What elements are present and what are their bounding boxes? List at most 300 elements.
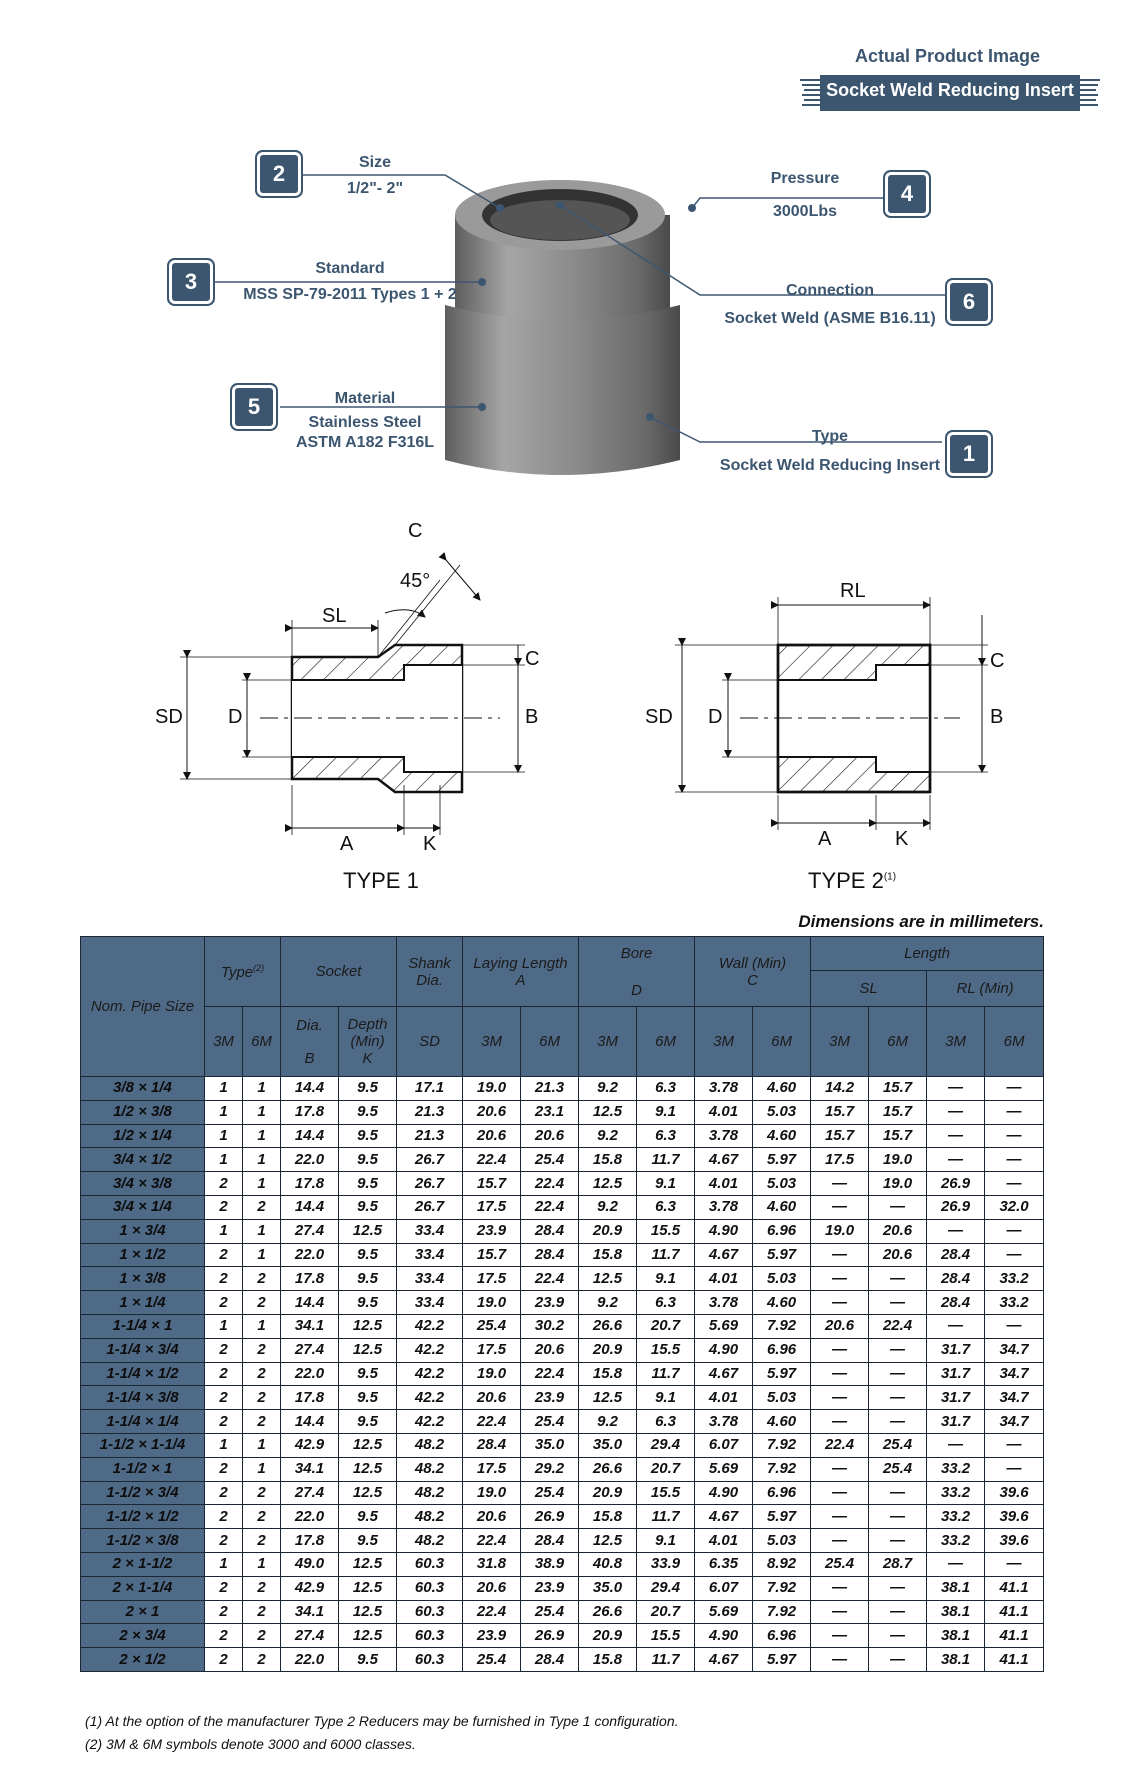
table-cell: 1	[205, 1100, 243, 1124]
table-cell: 6.96	[753, 1481, 811, 1505]
table-row	[81, 1267, 1044, 1291]
table-cell: 15.5	[637, 1624, 695, 1648]
table-cell: 31.7	[927, 1410, 985, 1434]
row-size-cell: 1 × 3/4	[81, 1219, 205, 1243]
table-cell: 14.2	[811, 1077, 869, 1101]
table-cell: —	[985, 1172, 1044, 1196]
table-cell: 28.4	[521, 1648, 579, 1672]
table-cell: 19.0	[463, 1481, 521, 1505]
table-row	[81, 1624, 1044, 1648]
table-cell: 22.4	[463, 1410, 521, 1434]
table-row	[81, 1243, 1044, 1267]
table-cell: —	[869, 1291, 927, 1315]
table-cell: —	[985, 1552, 1044, 1576]
table-cell: 26.9	[521, 1624, 579, 1648]
table-cell: 9.5	[339, 1243, 397, 1267]
table-cell: 34.7	[985, 1386, 1044, 1410]
table-cell: 20.6	[463, 1386, 521, 1410]
table-cell: 12.5	[579, 1386, 637, 1410]
label-a-t2: A	[818, 828, 832, 850]
table-cell: 22.4	[521, 1195, 579, 1219]
table-cell: 2	[243, 1624, 281, 1648]
footnote-1: (1) At the option of the manufacturer Type 2 Reducers may be furnished in Type 1 configuration.	[85, 1713, 679, 1729]
row-size-cell: 3/4 × 1/4	[81, 1195, 205, 1219]
table-cell: 23.9	[463, 1624, 521, 1648]
table-cell: 22.4	[521, 1267, 579, 1291]
footnote-2: (2) 3M & 6M symbols denote 3000 and 6000 classes.	[85, 1736, 416, 1752]
table-cell: 20.6	[463, 1124, 521, 1148]
table-cell: 31.8	[463, 1552, 521, 1576]
table-cell: 22.4	[869, 1314, 927, 1338]
label-sd-t2: SD	[645, 706, 673, 728]
table-cell: 20.6	[811, 1314, 869, 1338]
table-cell: 28.4	[927, 1243, 985, 1267]
label-a-t1: A	[340, 833, 354, 855]
technical-diagrams	[0, 505, 1139, 905]
table-cell: 14.4	[281, 1077, 339, 1101]
row-size-cell: 3/8 × 1/4	[81, 1077, 205, 1101]
table-cell: 9.5	[339, 1148, 397, 1172]
table-cell: 48.2	[397, 1433, 463, 1457]
table-cell: 2	[205, 1624, 243, 1648]
table-cell: 22.0	[281, 1243, 339, 1267]
table-cell: 15.7	[869, 1077, 927, 1101]
table-cell: 1	[243, 1219, 281, 1243]
th-laying: Laying Length A	[463, 937, 579, 1007]
table-cell: 20.9	[579, 1481, 637, 1505]
table-cell: 2	[243, 1267, 281, 1291]
table-cell: 4.01	[695, 1100, 753, 1124]
table-cell: 12.5	[339, 1314, 397, 1338]
table-cell: 1	[205, 1552, 243, 1576]
table-cell: 48.2	[397, 1505, 463, 1529]
table-cell: —	[985, 1457, 1044, 1481]
table-cell: 6.07	[695, 1433, 753, 1457]
row-size-cell: 3/4 × 3/8	[81, 1172, 205, 1196]
header-band-text: Socket Weld Reducing Insert	[826, 80, 1074, 100]
table-cell: 9.1	[637, 1100, 695, 1124]
label-45-deg: 45°	[400, 570, 431, 592]
table-cell: 2	[243, 1529, 281, 1553]
table-cell: 7.92	[753, 1576, 811, 1600]
table-cell: 28.4	[463, 1433, 521, 1457]
table-cell: 15.7	[463, 1172, 521, 1196]
table-cell: 12.5	[339, 1624, 397, 1648]
table-cell: 22.0	[281, 1648, 339, 1672]
table-cell: 31.7	[927, 1338, 985, 1362]
table-cell: —	[927, 1148, 985, 1172]
table-row	[81, 1291, 1044, 1315]
row-size-cell: 1/2 × 3/8	[81, 1100, 205, 1124]
table-cell: 27.4	[281, 1338, 339, 1362]
row-size-cell: 2 × 1-1/4	[81, 1576, 205, 1600]
table-cell: 38.9	[521, 1552, 579, 1576]
th-laying-3m: 3M	[463, 1007, 521, 1077]
table-cell: 41.1	[985, 1624, 1044, 1648]
th-bore-6m: 6M	[637, 1007, 695, 1077]
table-cell: 9.5	[339, 1100, 397, 1124]
label-b-t1: B	[525, 706, 539, 728]
th-socket: Socket	[281, 937, 397, 1007]
table-cell: 14.4	[281, 1124, 339, 1148]
table-cell: —	[927, 1124, 985, 1148]
table-cell: 2	[243, 1195, 281, 1219]
th-shank-sd: SD	[397, 1007, 463, 1077]
table-cell: 22.0	[281, 1362, 339, 1386]
label-d-t2: D	[708, 706, 723, 728]
table-cell: 9.5	[339, 1291, 397, 1315]
th-dia: Dia. B	[281, 1007, 339, 1077]
table-cell: 3.78	[695, 1291, 753, 1315]
table-cell: 2	[205, 1505, 243, 1529]
table-cell: 28.4	[521, 1243, 579, 1267]
callout-badge-4: 4	[888, 175, 926, 213]
callout-pressure-title: Pressure	[770, 170, 840, 187]
table-cell: 33.4	[397, 1219, 463, 1243]
table-cell: 17.5	[463, 1195, 521, 1219]
table-cell: 5.97	[753, 1148, 811, 1172]
callout-material-title: Material	[334, 390, 396, 407]
table-cell: 20.9	[579, 1219, 637, 1243]
table-cell: 42.9	[281, 1576, 339, 1600]
th-type: Type$^{(2)}$	[205, 937, 281, 1007]
table-cell: 17.8	[281, 1529, 339, 1553]
callout-material-value1: Stainless Steel	[308, 414, 422, 431]
table-cell: 9.5	[339, 1267, 397, 1291]
table-cell: 25.4	[811, 1552, 869, 1576]
table-cell: 12.5	[339, 1576, 397, 1600]
table-row	[81, 1314, 1044, 1338]
row-size-cell: 2 × 1/2	[81, 1648, 205, 1672]
row-size-cell: 1/2 × 1/4	[81, 1124, 205, 1148]
table-cell: —	[869, 1624, 927, 1648]
table-cell: 9.5	[339, 1172, 397, 1196]
table-cell: —	[869, 1505, 927, 1529]
table-row	[81, 1124, 1044, 1148]
table-cell: 20.7	[637, 1600, 695, 1624]
table-cell: 26.9	[927, 1195, 985, 1219]
table-cell: 1	[243, 1077, 281, 1101]
table-cell: 5.03	[753, 1100, 811, 1124]
table-cell: —	[927, 1077, 985, 1101]
table-cell: 15.5	[637, 1338, 695, 1362]
table-cell: 25.4	[521, 1148, 579, 1172]
table-cell: 38.1	[927, 1576, 985, 1600]
table-cell: 38.1	[927, 1648, 985, 1672]
table-cell: 26.7	[397, 1195, 463, 1219]
table-cell: 35.0	[521, 1433, 579, 1457]
table-cell: 4.01	[695, 1267, 753, 1291]
table-cell: 42.2	[397, 1410, 463, 1434]
table-cell: 42.2	[397, 1386, 463, 1410]
table-cell: —	[811, 1576, 869, 1600]
table-cell: 17.8	[281, 1386, 339, 1410]
table-cell: 4.67	[695, 1505, 753, 1529]
callout-type-title: Type	[811, 428, 849, 445]
table-cell: 2	[243, 1505, 281, 1529]
table-cell: 4.60	[753, 1077, 811, 1101]
type1-drawing	[180, 560, 525, 835]
table-cell: 9.5	[339, 1410, 397, 1434]
table-cell: 26.6	[579, 1457, 637, 1481]
table-cell: 31.7	[927, 1362, 985, 1386]
table-cell: 17.1	[397, 1077, 463, 1101]
callout-badge-3: 3	[172, 263, 210, 301]
table-cell: 12.5	[339, 1552, 397, 1576]
table-cell: 9.5	[339, 1195, 397, 1219]
table-row	[81, 1457, 1044, 1481]
table-cell: 23.9	[521, 1291, 579, 1315]
table-cell: 2	[205, 1195, 243, 1219]
table-cell: 19.0	[869, 1172, 927, 1196]
table-cell: 22.4	[463, 1529, 521, 1553]
table-cell: —	[985, 1100, 1044, 1124]
label-c-t1: C	[525, 648, 540, 670]
label-d-t1: D	[228, 706, 243, 728]
table-row	[81, 1410, 1044, 1434]
table-cell: 60.3	[397, 1600, 463, 1624]
table-cell: 19.0	[463, 1362, 521, 1386]
table-cell: 19.0	[811, 1219, 869, 1243]
table-cell: 33.9	[637, 1552, 695, 1576]
table-row	[81, 1481, 1044, 1505]
table-cell: 15.8	[579, 1505, 637, 1529]
table-cell: 41.1	[985, 1648, 1044, 1672]
table-cell: 2	[205, 1362, 243, 1386]
table-cell: —	[869, 1648, 927, 1672]
table-cell: —	[869, 1576, 927, 1600]
table-cell: 4.67	[695, 1243, 753, 1267]
table-cell: 1	[243, 1457, 281, 1481]
table-cell: 42.2	[397, 1362, 463, 1386]
table-cell: 9.2	[579, 1195, 637, 1219]
table-cell: 34.1	[281, 1600, 339, 1624]
th-sl-3m: 3M	[811, 1007, 869, 1077]
table-cell: 9.1	[637, 1267, 695, 1291]
table-cell: 12.5	[579, 1267, 637, 1291]
table-cell: 9.2	[579, 1291, 637, 1315]
table-cell: 4.67	[695, 1148, 753, 1172]
table-row	[81, 1529, 1044, 1553]
table-cell: 2	[205, 1481, 243, 1505]
table-cell: —	[985, 1219, 1044, 1243]
table-cell: 4.60	[753, 1195, 811, 1219]
callout-size-title: Size	[358, 154, 391, 171]
table-cell: 2	[205, 1291, 243, 1315]
table-cell: 20.6	[463, 1100, 521, 1124]
table-cell: 3.78	[695, 1410, 753, 1434]
table-cell: 1	[243, 1100, 281, 1124]
row-size-cell: 3/4 × 1/2	[81, 1148, 205, 1172]
table-cell: 9.5	[339, 1505, 397, 1529]
table-cell: 33.4	[397, 1267, 463, 1291]
table-cell: 35.0	[579, 1433, 637, 1457]
table-cell: —	[927, 1314, 985, 1338]
table-cell: 26.6	[579, 1600, 637, 1624]
table-cell: 9.1	[637, 1529, 695, 1553]
table-cell: —	[811, 1338, 869, 1362]
row-size-cell: 1-1/4 × 1/4	[81, 1410, 205, 1434]
table-cell: 42.2	[397, 1314, 463, 1338]
table-cell: 7.92	[753, 1314, 811, 1338]
table-cell: 6.3	[637, 1291, 695, 1315]
table-cell: —	[811, 1648, 869, 1672]
header-title: Actual Product Image	[855, 46, 1041, 66]
table-cell: 5.97	[753, 1648, 811, 1672]
table-cell: 11.7	[637, 1148, 695, 1172]
table-cell: 34.7	[985, 1338, 1044, 1362]
table-cell: 28.4	[521, 1529, 579, 1553]
table-cell: 34.7	[985, 1410, 1044, 1434]
table-cell: 4.67	[695, 1648, 753, 1672]
table-cell: 41.1	[985, 1600, 1044, 1624]
table-cell: 33.2	[927, 1481, 985, 1505]
callout-connection-title: Connection	[786, 282, 874, 299]
table-cell: —	[927, 1433, 985, 1457]
table-cell: 9.2	[579, 1124, 637, 1148]
table-cell: —	[869, 1386, 927, 1410]
table-cell: 34.7	[985, 1362, 1044, 1386]
table-cell: 14.4	[281, 1195, 339, 1219]
table-cell: 15.5	[637, 1481, 695, 1505]
table-cell: 9.2	[579, 1410, 637, 1434]
table-cell: 25.4	[521, 1410, 579, 1434]
table-cell: 34.1	[281, 1457, 339, 1481]
table-cell: 7.92	[753, 1433, 811, 1457]
table-cell: 9.2	[579, 1077, 637, 1101]
table-cell: 17.8	[281, 1172, 339, 1196]
table-cell: —	[985, 1314, 1044, 1338]
table-cell: 12.5	[339, 1600, 397, 1624]
table-cell: 12.5	[579, 1100, 637, 1124]
table-cell: 4.01	[695, 1172, 753, 1196]
table-row	[81, 1552, 1044, 1576]
table-cell: 60.3	[397, 1624, 463, 1648]
dimensions-table	[80, 936, 1044, 1672]
table-cell: 2	[243, 1481, 281, 1505]
row-size-cell: 1 × 1/4	[81, 1291, 205, 1315]
table-cell: 1	[243, 1243, 281, 1267]
callout-standard-title: Standard	[315, 260, 385, 277]
table-cell: —	[811, 1624, 869, 1648]
table-cell: 5.69	[695, 1314, 753, 1338]
th-sl-6m: 6M	[869, 1007, 927, 1077]
table-cell: 27.4	[281, 1219, 339, 1243]
table-cell: 48.2	[397, 1457, 463, 1481]
callout-badge-5: 5	[235, 388, 273, 426]
table-cell: 15.8	[579, 1243, 637, 1267]
th-bore: Bore D	[579, 937, 695, 1007]
table-cell: 26.7	[397, 1148, 463, 1172]
table-cell: 1	[243, 1172, 281, 1196]
table-cell: 12.5	[579, 1529, 637, 1553]
table-cell: 2	[243, 1576, 281, 1600]
table-cell: 4.90	[695, 1219, 753, 1243]
table-cell: 34.1	[281, 1314, 339, 1338]
table-cell: 4.01	[695, 1529, 753, 1553]
table-caption: Dimensions are in millimeters.	[798, 912, 1044, 931]
table-row	[81, 1386, 1044, 1410]
table-cell: 5.03	[753, 1267, 811, 1291]
table-cell: 26.9	[521, 1505, 579, 1529]
callout-material-value2: ASTM A182 F316L	[295, 434, 435, 451]
table-cell: 17.5	[463, 1267, 521, 1291]
row-size-cell: 1-1/4 × 1	[81, 1314, 205, 1338]
row-size-cell: 1-1/2 × 1-1/4	[81, 1433, 205, 1457]
th-rl-3m: 3M	[927, 1007, 985, 1077]
table-cell: 2	[243, 1648, 281, 1672]
table-cell: 2	[205, 1386, 243, 1410]
table-cell: 1	[243, 1552, 281, 1576]
table-cell: 5.97	[753, 1243, 811, 1267]
table-cell: 5.69	[695, 1457, 753, 1481]
table-cell: 60.3	[397, 1552, 463, 1576]
table-cell: 49.0	[281, 1552, 339, 1576]
table-cell: 17.8	[281, 1267, 339, 1291]
table-cell: 38.1	[927, 1624, 985, 1648]
table-cell: 6.96	[753, 1624, 811, 1648]
table-cell: 7.92	[753, 1457, 811, 1481]
table-cell: 4.90	[695, 1624, 753, 1648]
table-cell: 6.3	[637, 1195, 695, 1219]
table-cell: 6.35	[695, 1552, 753, 1576]
row-size-cell: 1-1/2 × 3/4	[81, 1481, 205, 1505]
table-cell: 33.2	[927, 1529, 985, 1553]
table-cell: 2	[243, 1291, 281, 1315]
table-cell: 4.60	[753, 1410, 811, 1434]
table-cell: 19.0	[463, 1291, 521, 1315]
table-cell: 28.7	[869, 1552, 927, 1576]
table-cell: 2	[205, 1338, 243, 1362]
table-cell: 2	[243, 1362, 281, 1386]
table-cell: 4.01	[695, 1386, 753, 1410]
table-cell: 7.92	[753, 1600, 811, 1624]
table-cell: 28.4	[927, 1291, 985, 1315]
table-cell: 4.67	[695, 1362, 753, 1386]
table-row	[81, 1648, 1044, 1672]
table-cell: 25.4	[521, 1481, 579, 1505]
table-cell: 6.3	[637, 1124, 695, 1148]
table-cell: 3.78	[695, 1195, 753, 1219]
table-cell: 33.4	[397, 1291, 463, 1315]
table-cell: 25.4	[869, 1457, 927, 1481]
table-cell: 42.9	[281, 1433, 339, 1457]
th-sl: SL	[811, 971, 927, 1007]
label-rl: RL	[840, 580, 866, 602]
table-cell: 5.97	[753, 1362, 811, 1386]
table-cell: —	[985, 1433, 1044, 1457]
table-cell: 20.6	[869, 1243, 927, 1267]
table-row	[81, 1219, 1044, 1243]
th-type-3m: 3M	[205, 1007, 243, 1077]
table-cell: 25.4	[521, 1600, 579, 1624]
table-cell: 25.4	[869, 1433, 927, 1457]
th-length: Length	[811, 937, 1044, 971]
table-cell: 20.6	[463, 1576, 521, 1600]
table-cell: 12.5	[339, 1481, 397, 1505]
table-cell: 8.92	[753, 1552, 811, 1576]
table-cell: 17.5	[463, 1338, 521, 1362]
table-cell: 1	[205, 1219, 243, 1243]
table-cell: 20.6	[463, 1505, 521, 1529]
table-cell: 2	[243, 1410, 281, 1434]
table-cell: —	[869, 1410, 927, 1434]
table-cell: 1	[205, 1077, 243, 1101]
table-cell: 9.5	[339, 1529, 397, 1553]
table-cell: —	[811, 1410, 869, 1434]
table-cell: 1	[243, 1314, 281, 1338]
table-cell: 2	[205, 1410, 243, 1434]
